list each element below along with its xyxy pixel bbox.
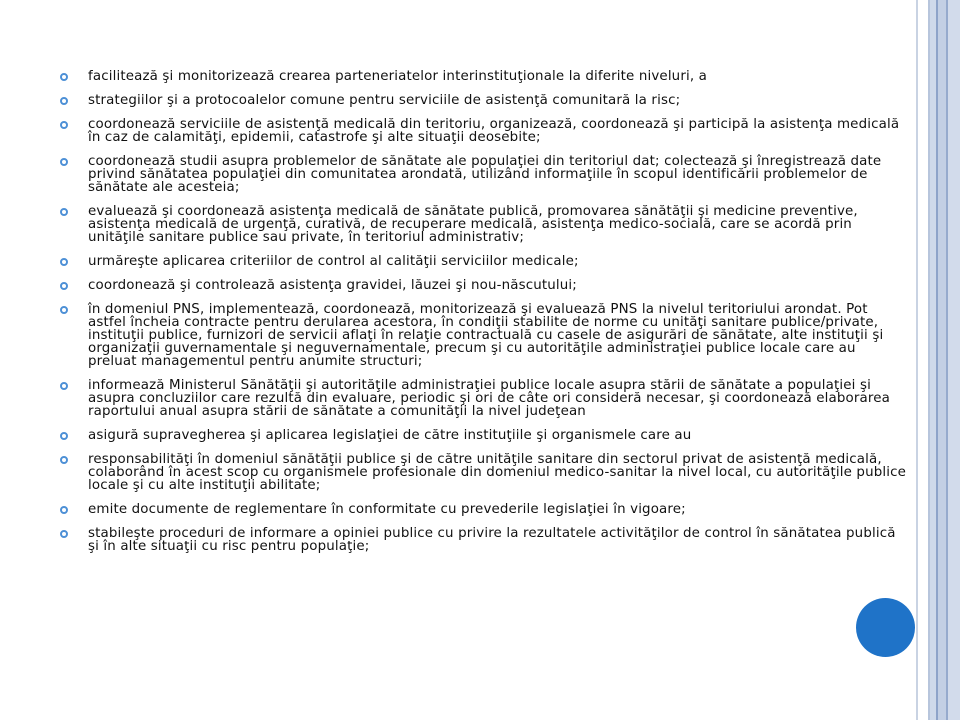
- bullet-text: responsabilităţi în domeniul sănătăţii publice şi de către unităţile sanitare din sectorul privat de asistenţă medicală, colaborând în acest scop cu organismele profesionale din domeniul medico-sanitar la nivel local, cu autorităţile publice locale şi cu alte instituţii abilitate;: [88, 452, 907, 493]
- bullet-icon: [60, 73, 68, 81]
- bullet-icon: [60, 97, 68, 105]
- bullet-text: asigură supravegherea şi aplicarea legislaţiei de către instituţiile şi organismele care au: [88, 428, 692, 443]
- bullet-icon: [60, 158, 68, 166]
- list-item: [60, 70, 908, 83]
- list-item: [60, 429, 908, 442]
- list-item: [60, 155, 908, 194]
- list-item: [60, 503, 908, 516]
- list-item: [60, 527, 908, 553]
- bullet-text: informează Ministerul Sănătăţii şi autorităţile administraţiei publice locale asupra stării de sănătate a populaţiei şi asupra concluziilor care rezultă din evaluare, periodic şi ori de câte ori consideră necesar, şi coordonează elaborarea raportului anual asupra stării de sănătate a comunităţii la nivel judeţean: [88, 378, 891, 419]
- bullet-icon: [60, 306, 68, 314]
- list-item: [60, 379, 908, 418]
- slide-content: [60, 70, 908, 564]
- decorative-stripe: [938, 0, 946, 720]
- bullet-icon: [60, 432, 68, 440]
- bullet-icon: [60, 208, 68, 216]
- accent-circle: [856, 598, 915, 657]
- bullet-icon: [60, 382, 68, 390]
- bullet-text: strategiilor şi a protocoalelor comune pentru serviciile de asistenţă comunitară la risc;: [88, 93, 681, 108]
- bullet-text: facilitează şi monitorizează crearea parteneriatelor interinstituţionale la diferite niveluri, a: [88, 69, 708, 84]
- bullet-text: emite documente de reglementare în conformitate cu prevederile legislaţiei în vigoare;: [88, 502, 686, 517]
- bullet-icon: [60, 121, 68, 129]
- list-item: [60, 94, 908, 107]
- list-item: [60, 279, 908, 292]
- bullet-icon: [60, 282, 68, 290]
- list-item: [60, 205, 908, 244]
- bullet-text: urmăreşte aplicarea criteriilor de control al calităţii serviciilor medicale;: [88, 254, 579, 269]
- list-item: [60, 453, 908, 492]
- bullet-text: coordonează studii asupra problemelor de sănătate ale populaţiei din teritoriul dat; colectează şi înregistrează date privind sănătatea populaţiei din comunitatea arondată, utilizând informaţiile în scopul identificării problemelor de sănătate ale acesteia;: [88, 154, 882, 195]
- bullet-text: în domeniul PNS, implementează, coordonează, monitorizează şi evaluează PNS la nivelul teritoriului arondat. Pot astfel încheia contracte pentru derularea acestora, în condiţii stabilite de norme cu unităţi sanitare publice/private, instituţii publice, furnizori de servicii aflaţi în relaţie contractuală cu casele de asigurări de sănătate, alte instituţii şi organizaţii guvernamentale şi neguvernamentale, precum şi cu autorităţile administraţiei publice locale care au preluat managementul pentru anumite structuri;: [88, 302, 884, 369]
- decorative-stripe: [948, 0, 960, 720]
- bullet-text: stabileşte proceduri de informare a opiniei publice cu privire la rezultatele activităţilor de control în sănătatea publică şi în alte situaţii cu risc pentru populaţie;: [88, 526, 896, 554]
- bullet-icon: [60, 506, 68, 514]
- list-item: [60, 255, 908, 268]
- bullet-icon: [60, 456, 68, 464]
- bullet-text: evaluează şi coordonează asistenţa medicală de sănătate publică, promovarea sănătăţii şi medicine preventive, asistenţa medicală de urgenţă, curativă, de recuperare medicală, asistenţa medico-socială, care se acordă prin unităţile sanitare publice sau private, în teritoriul administrativ;: [88, 204, 858, 245]
- bullet-text: coordonează şi controlează asistenţa gravidei, lăuzei şi nou-născutului;: [88, 278, 577, 293]
- bullet-icon: [60, 530, 68, 538]
- list-item: [60, 303, 908, 368]
- bullet-list: [60, 70, 908, 553]
- list-item: [60, 118, 908, 144]
- bullet-text: coordonează serviciile de asistenţă medicală din teritoriu, organizează, coordonează şi participă la asistenţa medicală în caz de calamităţi, epidemii, catastrofe şi alte situaţii deosebite;: [88, 117, 900, 145]
- decorative-stripe: [918, 0, 928, 720]
- bullet-icon: [60, 258, 68, 266]
